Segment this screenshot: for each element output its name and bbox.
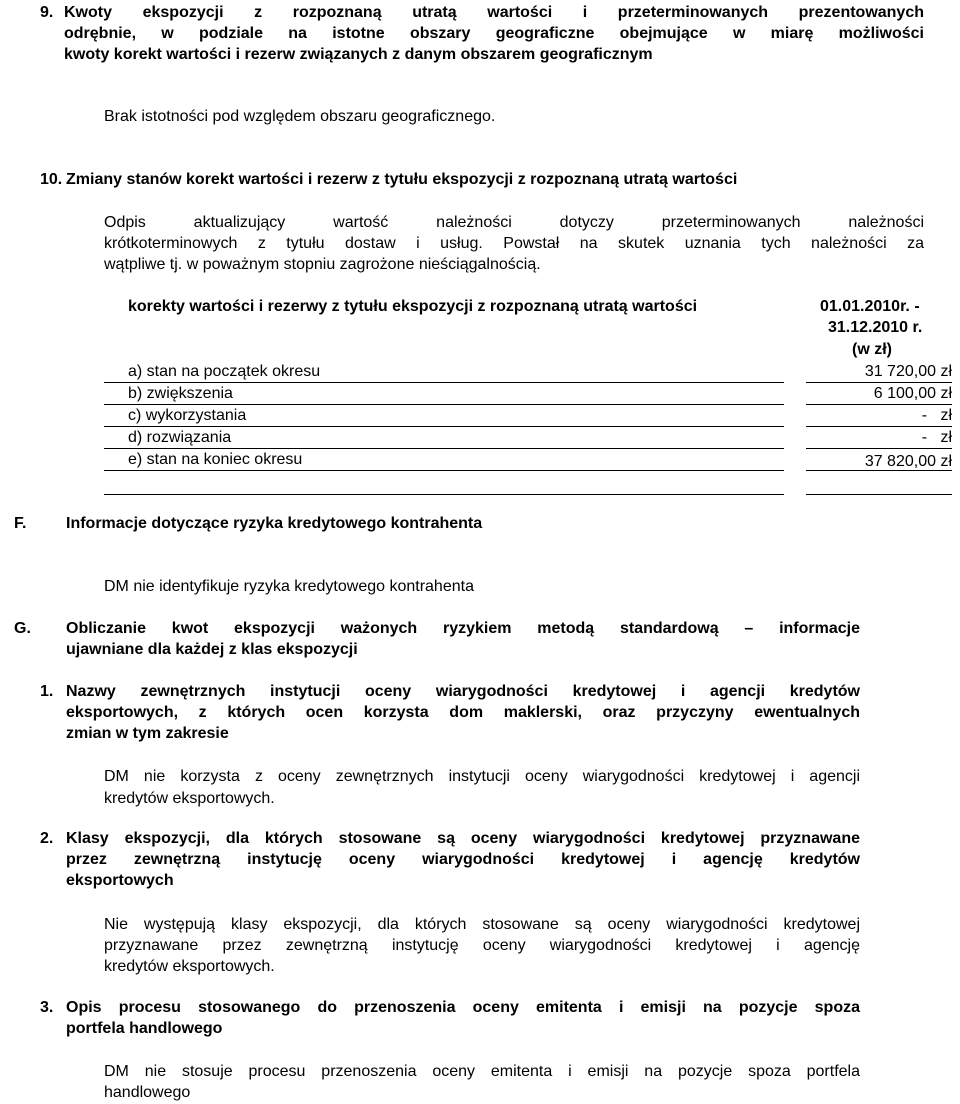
section-10-title: Zmiany stanów korekt wartości i rezerw z tytułu ekspozycji z rozpoznaną utratą wartości <box>66 171 738 188</box>
table-row-label: a) stan na początek okresu <box>128 363 321 380</box>
section-f-title: Informacje dotyczące ryzyka kredytowego kontrahenta <box>66 515 483 532</box>
section-3-title-line-2: portfela handlowego <box>66 1020 223 1037</box>
table-row-value: - zł <box>921 429 952 446</box>
table-header-period-line-1: 01.01.2010r. - <box>820 298 920 315</box>
section-3-title-line-1: Opis procesu stosowanego do przenoszenia oceny emitenta i emisji na pozycje spoza <box>66 999 860 1016</box>
section-g-title-line-1: Obliczanie kwot ekspozycji ważonych ryzykiem metodą standardową – informacje <box>66 620 860 637</box>
section-g-letter: G. <box>14 620 31 637</box>
section-1-title-line-3: zmian w tym zakresie <box>66 725 229 742</box>
table-row-value: 31 720,00 zł <box>864 363 952 380</box>
table-rule <box>104 494 784 495</box>
section-9-title-line-3: kwoty korekt wartości i rezerw związanych z danym obszarem geograficznym <box>64 46 653 63</box>
table-row-label: d) rozwiązania <box>128 429 232 446</box>
section-9-number: 9. <box>40 4 54 21</box>
section-10-body-line-3: wątpliwe tj. w poważnym stopniu zagrożone nieściągalnością. <box>104 256 541 273</box>
table-row-value: 37 820,00 zł <box>864 453 952 470</box>
section-2-body-line-1: Nie występują klasy ekspozycji, dla których stosowane są oceny wiarygodności kredytowej <box>104 916 860 933</box>
table-header-period-line-3: (w zł) <box>852 341 892 358</box>
table-row-label: c) wykorzystania <box>128 407 247 424</box>
section-2-title-line-2: przez zewnętrzną instytucję oceny wiarygodności kredytowej i agencję kredytów <box>66 851 860 868</box>
section-1-title-line-2: eksportowych, z których ocen korzysta dom maklerski, oraz przyczyny ewentualnych <box>66 704 860 721</box>
table-row-label: b) zwiększenia <box>128 385 233 402</box>
section-2-title-line-1: Klasy ekspozycji, dla których stosowane są oceny wiarygodności kredytowej przyznawane <box>66 830 860 847</box>
table-header-label: korekty wartości i rezerwy z tytułu ekspozycji z rozpoznaną utratą wartości <box>128 298 698 315</box>
table-row-label: e) stan na koniec okresu <box>128 451 303 468</box>
section-10-body-line-1: Odpis aktualizujący wartość należności dotyczy przeterminowanych należności <box>104 214 924 231</box>
table-rule <box>806 494 952 495</box>
table-row-value: - zł <box>921 407 952 424</box>
table-row-value: 6 100,00 zł <box>873 385 952 402</box>
section-3-body-line-1: DM nie stosuje procesu przenoszenia oceny emitenta i emisji na pozycje spoza portfela <box>104 1063 860 1080</box>
section-3-number: 3. <box>40 999 54 1016</box>
section-1-body-line-1: DM nie korzysta z oceny zewnętrznych instytucji oceny wiarygodności kredytowej i agencji <box>104 768 860 785</box>
section-f-body: DM nie identyfikuje ryzyka kredytowego kontrahenta <box>104 578 474 595</box>
section-1-title-line-1: Nazwy zewnętrznych instytucji oceny wiarygodności kredytowej i agencji kredytów <box>66 683 860 700</box>
section-2-body-line-3: kredytów eksportowych. <box>104 958 275 975</box>
section-1-number: 1. <box>40 683 54 700</box>
section-f-letter: F. <box>14 515 27 532</box>
section-2-body-line-2: przyznawane przez zewnętrzną instytucję oceny wiarygodności kredytowej i agencję <box>104 937 860 954</box>
table-rule <box>104 470 784 471</box>
section-2-title-line-3: eksportowych <box>66 872 174 889</box>
section-9-title-line-1: Kwoty ekspozycji z rozpoznaną utratą wartości i przeterminowanych prezentowanych <box>64 4 924 21</box>
section-1-body-line-2: kredytów eksportowych. <box>104 790 275 807</box>
table-rule <box>806 448 952 449</box>
section-9-body: Brak istotności pod względem obszaru geograficznego. <box>104 108 496 125</box>
section-10-body-line-2: krótkoterminowych z tytułu dostaw i usług. Powstał na skutek uznania tych należności za <box>104 235 924 252</box>
section-g-title-line-2: ujawniane dla każdej z klas ekspozycji <box>66 641 358 658</box>
section-9-title-line-2: odrębnie, w podziale na istotne obszary geograficzne obejmujące w miarę możliwości <box>64 25 924 42</box>
table-header-period-line-2: 31.12.2010 r. <box>828 319 923 336</box>
section-3-body-line-2: handlowego <box>104 1084 191 1101</box>
section-2-number: 2. <box>40 830 54 847</box>
section-10-number: 10. <box>40 171 63 188</box>
